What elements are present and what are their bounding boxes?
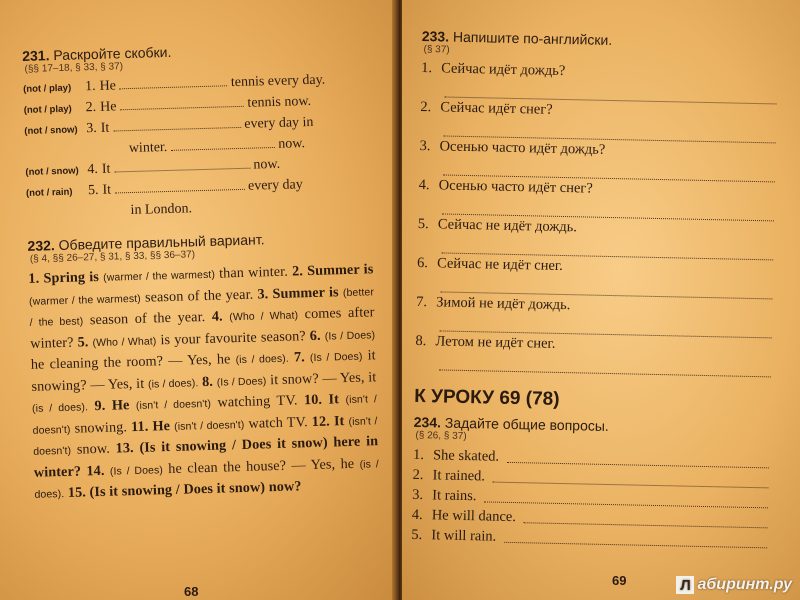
item-number: 5. (87, 182, 99, 199)
text-run: 10. It (303, 391, 340, 409)
left-page-content (22, 38, 380, 505)
text-run: snowing. (74, 418, 128, 437)
choice-option[interactable]: (is / does). (31, 401, 89, 415)
choice-option[interactable]: (Is / Does) (109, 463, 164, 478)
sentence-end: tennis now. (247, 93, 312, 111)
choice-option[interactable]: (isn't / doesn't) (32, 393, 378, 437)
item-text: He will dance. (431, 507, 517, 526)
exercise-233 (415, 28, 778, 377)
item-text: She skated. (432, 447, 500, 465)
verb-hint: (not / play) (23, 82, 72, 95)
sentence-end: tennis every day. (230, 72, 326, 91)
item-text: It rains. (432, 487, 477, 505)
sentence-end: every day in (244, 114, 314, 132)
text-run: season of the year. (89, 308, 206, 329)
answer-blank[interactable] (493, 468, 769, 489)
item-number: 2. (85, 99, 97, 116)
subject: It (100, 120, 110, 136)
right-page (402, 0, 800, 600)
exercise-number: 233. (421, 28, 450, 45)
text-run: is your favourite season? (160, 327, 306, 348)
choice-option[interactable]: (Is / Does) (324, 328, 376, 343)
item-text: Осенью часто идёт снег? (438, 177, 593, 197)
text-run: snow. (76, 440, 111, 458)
exercise-refs: (§ 37) (423, 44, 450, 56)
answer-blank[interactable] (113, 117, 241, 132)
choice-option[interactable]: (isn't / doesn't) (33, 414, 378, 458)
item-number: 7. (416, 293, 428, 311)
right-page-content (411, 28, 778, 552)
exercise-refs: (§§ 17–18, § 33, § 37) (24, 61, 124, 75)
verb-hint: (not / play) (23, 103, 72, 116)
exercise-number: 234. (413, 413, 442, 431)
item-number: 4. (418, 176, 430, 194)
sentence-end: every day (247, 177, 304, 194)
item-number: 1. (84, 78, 96, 95)
item-text: Летом не идёт снег. (435, 333, 556, 352)
exercise-number: 231. (22, 47, 50, 64)
item-text: Сейчас не идёт дождь. (437, 216, 578, 236)
sentence-end: now. (253, 156, 281, 173)
item-number: 3. (412, 486, 424, 504)
choice-option[interactable]: (better / the best) (29, 285, 375, 329)
text-run: 7. (293, 349, 306, 366)
continuation-text: winter. (128, 139, 168, 157)
item-text: Сейчас идёт дождь? (440, 60, 566, 80)
item-number: 2. (412, 466, 424, 484)
item-text: Зимой не идёт дождь. (436, 294, 571, 314)
subject: It (102, 182, 112, 198)
exercise-232-text (28, 259, 379, 505)
text-run: it snow? — Yes, it (269, 368, 377, 388)
lesson-title: К УРОКУ 69 (78) (414, 385, 560, 410)
text-run: 11. He (130, 417, 171, 435)
item-text: Осенью часто идёт дождь? (439, 138, 606, 158)
text-run: 3. Summer is (257, 283, 339, 303)
answer-blank[interactable] (524, 508, 768, 528)
choice-option[interactable]: (is / does). (34, 457, 379, 501)
choice-option[interactable]: (Is / Does) (309, 350, 363, 365)
subject: It (101, 161, 111, 177)
exercise-231 (22, 38, 372, 224)
item-number: 6. (416, 254, 429, 272)
exercise-refs: (§ 26, § 37) (415, 429, 467, 443)
text-run: watch TV. (248, 413, 308, 432)
item-text: It rained. (432, 467, 486, 485)
choice-option[interactable]: (is / does). (235, 352, 289, 367)
text-run: 12. It (311, 412, 345, 430)
item-number: 4. (87, 161, 99, 178)
choice-option[interactable]: (isn't / doesn't) (135, 397, 212, 412)
item-number: 3. (86, 120, 97, 137)
text-run: than winter. (218, 263, 289, 282)
choice-option[interactable]: (isn't / doesn't) (174, 418, 245, 433)
answer-blank[interactable] (507, 448, 769, 468)
answer-blank[interactable] (504, 528, 767, 549)
answer-blank[interactable] (171, 137, 275, 151)
text-run: 14. (86, 462, 105, 479)
item-number: 2. (420, 98, 432, 116)
text-run: he cleaning the room? — Yes, he (30, 351, 231, 373)
text-run[interactable]: 13. (Is it snowing / Does it snow) here in winter? (33, 433, 379, 481)
item-text: Сейчас идёт снег? (440, 99, 553, 118)
exercise-title: Обведите правильный вариант. (58, 231, 265, 254)
text-run[interactable]: 15. (Is it snowing / Does it snow) now? (67, 478, 302, 501)
text-run: season of the year. (144, 286, 254, 306)
subject: He (99, 78, 117, 94)
exercise-number: 232. (27, 237, 55, 254)
item-number: 3. (419, 137, 431, 155)
exercise-title: Задайте общие вопросы. (444, 414, 609, 434)
text-run: 5. (77, 333, 89, 351)
sentence-end: now. (278, 136, 306, 152)
exercise-232 (27, 228, 379, 505)
answer-blank[interactable] (120, 96, 244, 110)
item-number: 5. (417, 215, 429, 233)
text-run: 1. Spring is (28, 268, 100, 287)
answer-blank[interactable] (119, 75, 227, 89)
choice-option[interactable]: (Who / What) (229, 309, 299, 324)
item-number: 4. (411, 506, 423, 524)
site-watermark (676, 576, 792, 594)
page-number: 69 (612, 573, 627, 588)
sentence-continuation: in London. (130, 201, 193, 219)
answer-blank[interactable] (114, 158, 250, 173)
choice-option[interactable]: (warmer / the warmest) (103, 268, 216, 284)
exercise-title: Напишите по-английски. (452, 28, 613, 48)
verb-hint: (not / snow) (25, 165, 79, 178)
text-run: he clean the house? — Yes, he (168, 455, 355, 477)
item-number: 5. (411, 526, 423, 544)
watermark-text: абиринт.ру (697, 576, 792, 593)
item-text: Сейчас не идёт снег. (436, 255, 563, 274)
text-run: 6. (309, 327, 321, 344)
item-number: 1. (420, 59, 433, 77)
text-run: 8. (201, 373, 214, 390)
text-run: comes after winter? (30, 304, 375, 352)
text-run: 4. (211, 308, 223, 325)
choice-option[interactable]: (Who / What) (92, 334, 157, 349)
choice-option[interactable]: (warmer / the warmest) (28, 292, 141, 308)
choice-option[interactable]: (Is / Does) (216, 374, 267, 389)
exercise-234 (411, 414, 770, 552)
page-number: 68 (184, 584, 199, 599)
choice-option[interactable]: (is / does). (147, 376, 199, 391)
text-run: 2. Summer is (291, 261, 374, 280)
verb-hint: (not / rain) (25, 186, 73, 199)
exercise-refs: (§ 4, §§ 26–27, § 31, § 33, §§ 36–37) (29, 249, 196, 265)
item-number: 8. (415, 332, 427, 350)
verb-hint: (not / snow) (24, 124, 78, 137)
labirint-logo-icon: Л (676, 576, 694, 594)
text-run: 9. He (94, 397, 130, 415)
item-number: 1. (412, 446, 425, 464)
text-run: it snowing? — Yes, it (31, 347, 376, 395)
answer-blank[interactable] (484, 487, 768, 508)
answer-blank[interactable] (114, 179, 244, 194)
item-text: It will rain. (431, 527, 497, 545)
left-page (0, 0, 396, 600)
subject: He (99, 99, 117, 115)
text-run: watching TV. (217, 392, 298, 411)
exercise-title: Раскройте скобки. (53, 43, 172, 64)
